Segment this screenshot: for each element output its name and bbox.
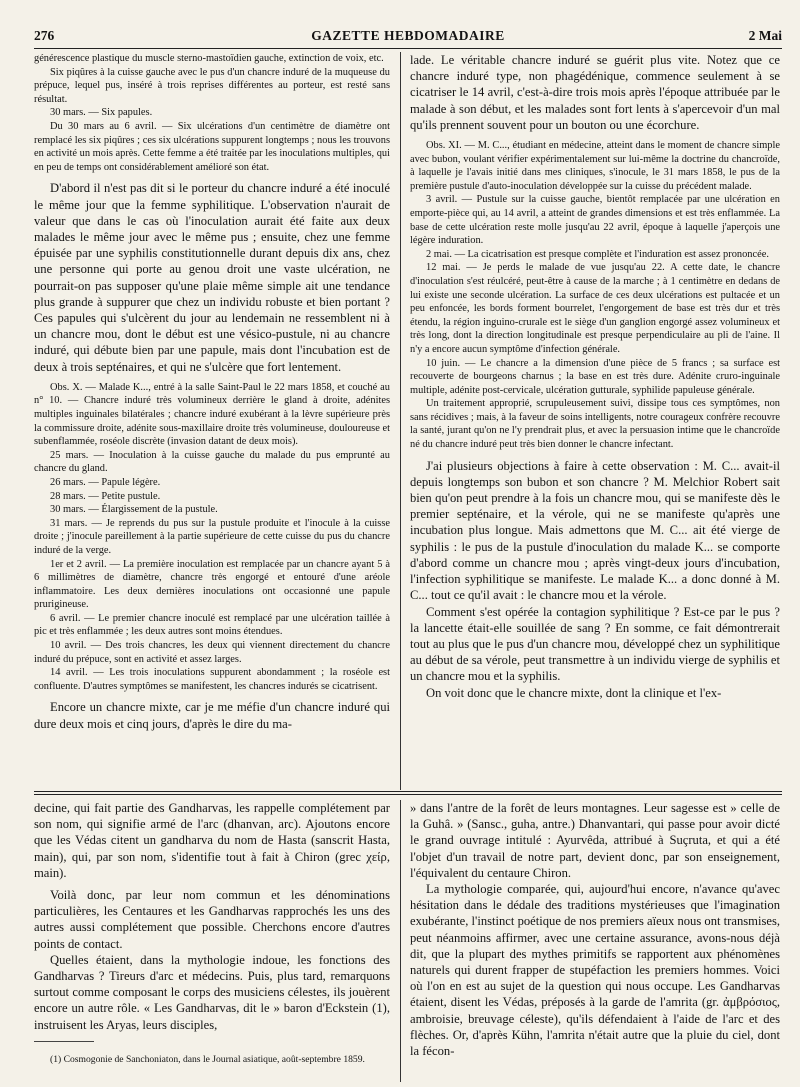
paragraph: Un traitement approprié, scrupuleusement suivi, dissipe tous ces symptômes, non sans récidives ; mais, à la faveur de soins intelligents, notre courageux confrère recouvre la santé, jurant qu'on ne l'y prendrait plus, et avec la persuasion intime que le chancroïde né du chancre induré peut très bien donner le chancre infectant. xyxy=(410,398,780,451)
case-entry: 31 mars. — Je reprends du pus sur la pustule produite et l'inocule à la cuisse droite ; j'inocule pareillement à la partie supérieure de cette cuisse du pus du chancre induré de la verge. xyxy=(34,517,390,556)
case-entry: 10 juin. — Le chancre a la dimension d'une pièce de 5 francs ; sa surface est recouverte de bourgeons charnus ; la base en est très dure. Adénite cruro-inguinale multiple, adénite post-cervicale, ulcération gutturale, syphilide papuleuse générale. xyxy=(410,357,780,396)
journal-title: GAZETTE HEBDOMADAIRE xyxy=(311,28,505,43)
observation-heading: Obs. XI. — M. C..., étudiant en médecine, atteint dans le moment de chancre simple avec bubon, voulant vérifier expérimentalement sur lui-même la doctrine du chancroïde, à laquelle je l'avais initié dans mes cliniques, s'inocule, le 31 mars 1858, le pus de la première pustule d'auto-inoculation développée sur la cuisse du précédent malade. xyxy=(410,140,780,192)
case-entry: 2 mai. — La cicatrisation est presque complète et l'induration est assez prononcée. xyxy=(426,248,769,260)
paragraph: J'ai plusieurs objections à faire à cette observation : M. C... avait-il depuis longtemps son bubon et son chancre ? M. Melchior Robert sait bien qu'on peut prendre à la fois un chancre mou, qui se manifeste dès le premier septénaire, et la vérole, qui ne se manifeste qu'après une incubation plus longue. Mais admettons que M. C... ait été vierge de syphilis : le pus de la pustule d'inoculation du malade K... se comporte d'abord comme un chancre mou ; après vingt-deux jours d'incubation, l'infection syphilitique se manifeste. Le malade K... a donc donné à M. C... tout ce qu'il avait : le chancre mou et la vérole. xyxy=(410,458,780,603)
issue-date: 2 Mai xyxy=(748,28,782,43)
observation-heading: Obs. X. — Malade K..., entré à la salle Saint-Paul le 22 mars 1858, et couché au n° 10. — Chancre induré très volumineux derrière le gland à droite, adénites multiples inguinales bilatérales ; chancre induré exubérant à la lèvre supérieure près la commissure droite, adénite sous-maxillaire droite très volumineuse, douloureuse et subenflammée, roséole discrète (invasion datant de deux mois). xyxy=(34,381,390,448)
running-header xyxy=(34,26,782,46)
footnote-rule xyxy=(34,1041,94,1042)
paragraph: Voilà donc, par leur nom commun et les dénominations particulières, les Centaures et les Gandharvas rapprochés les uns des autres aussi complétement que possible. Cherchons encore d'autres points de contact. xyxy=(34,888,390,951)
case-entry: 30 mars. — Élargissement de la pustule. xyxy=(50,504,218,516)
paragraph: » dans l'antre de la forêt de leurs montagnes. Leur sagesse est » celle de la Guhâ. » (Sansc., guha, antre.) Dhanvantari, qui passe pour avoir dicté le grand ouvrage intitulé : Ayurvêda, attribué à Suçruta, et qui a été l'objet d'un travail de notre part, devient donc, par son enseignement, l'équivalent du centaure Chiron. xyxy=(410,801,780,880)
case-entry: 1er et 2 avril. — La première inoculation est remplacée par un chancre ayant 5 à 6 millimètres de diamètre, chancre très engorgé et entouré d'une aréole inflammatoire. Les deux dernières inoculations ont occasionné une papule prurigineuse. xyxy=(34,558,390,611)
case-entry: 28 mars. — Petite pustule. xyxy=(50,490,161,502)
column-left-top xyxy=(34,52,390,790)
footnote: (1) Cosmogonie de Sanchoniaton, dans le Journal asiatique, août-septembre 1859. xyxy=(50,1053,365,1065)
paragraph: générescence plastique du muscle sterno-mastoïdien gauche, extinction de voix, etc. xyxy=(34,53,384,64)
page-number: 276 xyxy=(34,28,55,43)
case-entry: 6 avril. — Le premier chancre inoculé est remplacé par une ulcération taillée à pic et très enflammée ; les deux autres sont moins étendues. xyxy=(34,612,390,638)
paragraph: La mythologie comparée, qui, aujourd'hui encore, n'avance qu'avec hésitation dans le dédale des traditions mystérieuses que l'imagination exubérante, l'instinct poétique de nos premiers aïeux nous ont transmises, peut néanmoins affirmer, avec une certaine assurance, avons-nous déjà dit, que la plupart des mythes primitifs se rapportent aux phénomènes naturels qui durent frapper de stupéfaction les premiers hommes. Voici où l'on en est au sujet de la question qui nous occupe. Les Gandharvas étaient, disent les Védas, préposés à la garde de l'amrita (gr. ἀμβρόσιος, ambroisie, breuvage céleste), qu'ils défendaient à l'aide de l'arc et des flèches. Or, d'après Kühn, l'amrita n'était autre que la pluie du ciel, dont la fécon- xyxy=(410,882,780,1059)
paragraph: decine, qui fait partie des Gandharvas, les rappelle complétement par son nom, qui signifie armé de l'arc (dhanvan, arc). Ajoutons encore que les Védas citent un gandharva du nom de Hasta (sanscrit Hasta, main), qui, par son nom, s'identifie tout à fait à Chiron (grec χείρ, main). xyxy=(34,801,390,880)
case-entry: 3 avril. — Pustule sur la cuisse gauche, bientôt remplacée par une ulcération en emporte-pièce qui, au 14 avril, a atteint de grandes dimensions et est très enflammée. La base de cette ulcération reste molle jusqu'au 22 avril, époque à laquelle j'aperçois une légère induration. xyxy=(410,194,780,247)
case-entry: 25 mars. — Inoculation à la cuisse gauche du malade du pus emprunté au chancre du gland. xyxy=(34,449,390,475)
paragraph: Quelles étaient, dans la mythologie indoue, les fonctions des Gandharvas ? Tireurs d'arc et médecins. Puis, plus tard, remarquons surtout comme composant le corps des musiciens célestes, ils jouèrent encore un autre rôle. « Les Gandharvas, dit le » baron d'Eckstein (1), instruisent les Aryas, leurs disciples, xyxy=(34,952,390,1032)
paragraph: Encore un chancre mixte, car je me méfie d'un chancre induré qui dure deux mois et cinq jours, d'après le dire du ma- xyxy=(34,700,390,731)
column-left-bottom xyxy=(34,800,390,1082)
paragraph: Comment s'est opérée la contagion syphilitique ? Est-ce par le pus ? la lancette était-elle souillée de sang ? En somme, ce fait démontrerait tout au plus que le pus d'un chancre mou, développé chez un syphilitique au début de sa vérole, peut transmettre à un individu vierge de syphilis et un chancre mou et la syphilis. xyxy=(410,604,780,684)
case-entry: 10 avril. — Des trois chancres, les deux qui viennent directement du chancre induré du prépuce, sont en activité et assez larges. xyxy=(34,640,390,665)
case-entry: 26 mars. — Papule légère. xyxy=(50,476,161,488)
case-entry: 12 mai. — Je perds le malade de vue jusqu'au 22. A cette date, le chancre d'inoculation s'est réulcéré, peut-être à cause de la marche ; à 1 centimètre en dedans de lui existe une seconde ulcération. La surface de ces deux ulcérations est pultacée et un peu enfoncée, les bords forment bourrelet, l'engorgement de base est très dur et très étendu, la région inguino-crurale est le siège d'un ganglion engorgé assez volumineux et très long, dont la direction longitudinale est presque perpendiculaire au pli de l'aine. Il n'y a encore aucun symptôme d'infection générale. xyxy=(410,262,780,355)
case-entry: Du 30 mars au 6 avril. — Six ulcérations d'un centimètre de diamètre ont remplacé les six piqûres ; ces six ulcérations suppurent longtemps ; nous les trouvons en activité un mois après. Cette femme a été traitée par les inoculations multiples, qui en peu de temps ont considérablement amélioré son état. xyxy=(34,120,390,173)
paragraph: Six piqûres à la cuisse gauche avec le pus d'un chancre induré de la muqueuse du prépuce, lequel pus, inséré à trois reprises différentes au porteur, est resté sans résultat. xyxy=(34,66,390,105)
column-right-bottom xyxy=(410,800,780,1082)
section-separator-rule xyxy=(34,791,782,792)
section-separator-rule-double xyxy=(34,794,782,795)
paragraph: On voit donc que le chancre mixte, dont la clinique et l'ex- xyxy=(426,685,722,700)
case-entry: 30 mars. — Six papules. xyxy=(50,107,153,119)
column-right-top xyxy=(410,52,780,790)
header-rule xyxy=(34,48,782,49)
column-divider-top xyxy=(400,52,401,790)
paragraph: D'abord il n'est pas dit si le porteur du chancre induré a été inoculé le même jour que la femme syphilitique. L'observation n'aurait de valeur que dans le cas où l'inoculation aurait été faite aux deux malades le même jour avec le même pus ; ensuite, chez une femme épuisée par une syphilis constitutionnelle durant depuis dix ans, chez une personne qui porte au genou droit une vaste ulcération, ne pourrait-on pas supposer qu'une plaie même simple ait une tendance plus grande à suppurer que chez un individu robuste et bien portant ? Ces papules qui s'ulcèrent du jour au lendemain ne ressemblent ni à un chancre mou, dont le début est une vésico-pustule, ni au chancre induré, qui débute bien par une papule, mais dont l'incubation est de deux à trois septénaires, et qui ne s'ulcère que fort lentement. xyxy=(34,181,390,374)
column-divider-bottom xyxy=(400,800,401,1082)
paragraph: lade. Le véritable chancre induré se guérit plus vite. Notez que ce chancre induré type, non phagédénique, commence seulement à se cicatriser le 14 avril, c'est-à-dire trois mois après l'époque attribuée par le malade à son début, et les malades sont fort lents à s'apercevoir d'un mal qu'ils prennent souvent pour un bouton ou une écorchure. xyxy=(410,53,780,132)
case-entry: 14 avril. — Les trois inoculations suppurent abondamment ; la roséole est confluente. D'autres symptômes se manifestent, les chancres indurés se cicatrisent. xyxy=(34,667,390,692)
